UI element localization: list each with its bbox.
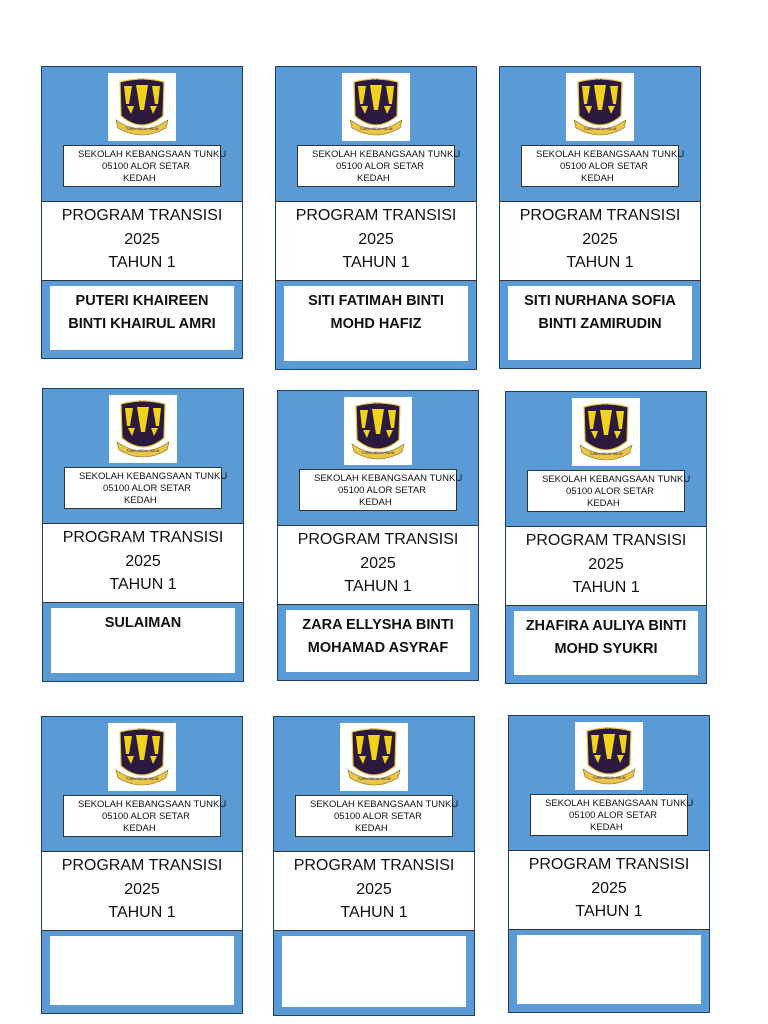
program-year: 2025 [591,879,627,897]
student-name: ZARA ELLYSHA BINTI MOHAMAD ASYRAF [302,617,454,656]
svg-text:TUNKU ABDUL HALIM: TUNKU ABDUL HALIM [589,452,623,456]
school-address-box [530,794,694,836]
program-class: TAHUN 1 [342,254,410,271]
svg-text:S.K.: S.K. [595,77,605,83]
school-address-box [63,795,227,837]
program-title: PROGRAM TRANSISI [293,857,455,874]
program-year: 2025 [588,555,624,573]
program-title: PROGRAM TRANSISI [61,207,223,224]
school-postcode-city: 05100 ALOR SETAR [566,486,655,497]
school-crest-icon [576,401,636,463]
school-crest-icon [112,76,172,138]
school-address-box [299,469,463,511]
school-name: SEKOLAH KEBANGSAAN TUNKU [310,799,459,810]
program-title: PROGRAM TRANSISI [297,531,459,548]
svg-text:TUNKU ABDUL HALIM: TUNKU ABDUL HALIM [125,127,159,131]
school-name: SEKOLAH KEBANGSAAN TUNKU [312,149,461,160]
program-class: TAHUN 1 [108,254,176,271]
school-name: SEKOLAH KEBANGSAAN TUNKU [545,798,694,809]
school-address-box [295,795,459,837]
name-tag-card [277,390,479,681]
school-name: SEKOLAH KEBANGSAAN TUNKU [78,799,227,810]
school-state: KEDAH [123,823,156,834]
svg-text:TUNKU ABDUL HALIM: TUNKU ABDUL HALIM [126,449,160,453]
name-tag-card [505,391,707,684]
school-logo [108,73,176,141]
school-postcode-city: 05100 ALOR SETAR [103,483,192,494]
svg-text:S.K.: S.K. [137,77,147,83]
student-name-box [517,935,701,1004]
school-crest-icon [346,76,406,138]
program-class: TAHUN 1 [108,904,176,921]
student-name-box [50,936,234,1005]
school-crest-icon [348,400,408,462]
student-name-box [282,936,466,1007]
program-class: TAHUN 1 [109,576,177,593]
student-name-box [508,286,692,360]
svg-text:TUNKU ABDUL HALIM: TUNKU ABDUL HALIM [359,127,393,131]
svg-text:S.K.: S.K. [373,401,383,407]
program-class: TAHUN 1 [340,904,408,921]
program-year: 2025 [125,552,161,570]
school-name: SEKOLAH KEBANGSAAN TUNKU [542,474,691,485]
school-postcode-city: 05100 ALOR SETAR [560,161,649,172]
svg-text:TUNKU ABDUL HALIM: TUNKU ABDUL HALIM [361,451,395,455]
school-address-box [63,145,227,187]
program-title: PROGRAM TRANSISI [525,532,687,549]
svg-text:S.K.: S.K. [138,399,148,405]
svg-text:S.K.: S.K. [604,726,614,732]
program-year: 2025 [124,230,160,248]
svg-text:S.K.: S.K. [369,727,379,733]
program-year: 2025 [582,230,618,248]
school-address-box [64,467,228,509]
program-box [500,201,700,281]
program-box [43,523,243,603]
name-tag-card [275,66,477,370]
student-name: SITI NURHANA SOFIA BINTI ZAMIRUDIN [524,293,676,332]
name-tag-card [41,716,243,1014]
svg-text:S.K.: S.K. [601,402,611,408]
school-logo [572,398,640,466]
program-box [276,201,476,281]
student-name-box [286,610,470,672]
school-logo [342,73,410,141]
school-crest-icon [112,726,172,788]
svg-text:TUNKU ABDUL HALIM: TUNKU ABDUL HALIM [592,776,626,780]
school-postcode-city: 05100 ALOR SETAR [336,161,425,172]
school-state: KEDAH [581,173,614,184]
program-class: TAHUN 1 [572,579,640,596]
name-tag-card [41,66,243,359]
school-postcode-city: 05100 ALOR SETAR [569,810,658,821]
school-state: KEDAH [359,497,392,508]
student-name: SITI FATIMAH BINTI MOHD HAFIZ [308,293,444,332]
student-name: PUTERI KHAIREEN BINTI KHAIRUL AMRI [68,293,216,332]
school-address-box [527,470,691,512]
school-name: SEKOLAH KEBANGSAAN TUNKU [536,149,685,160]
program-box [278,525,478,605]
student-name-box [51,608,235,673]
school-name: SEKOLAH KEBANGSAAN TUNKU [78,149,227,160]
program-box [42,851,242,931]
name-tag-card [42,388,244,682]
program-title: PROGRAM TRANSISI [62,529,224,546]
school-logo [340,723,408,791]
name-tag-card [499,66,701,369]
school-logo [108,723,176,791]
school-address-box [521,145,685,187]
svg-text:TUNKU ABDUL HALIM: TUNKU ABDUL HALIM [357,777,391,781]
school-state: KEDAH [590,822,623,833]
school-state: KEDAH [124,495,157,506]
program-box [42,201,242,281]
school-postcode-city: 05100 ALOR SETAR [102,161,191,172]
school-crest-icon [344,726,404,788]
school-crest-icon [113,398,173,460]
school-postcode-city: 05100 ALOR SETAR [338,485,427,496]
student-name: SULAIMAN [104,615,182,631]
name-tag-card [273,716,475,1016]
school-postcode-city: 05100 ALOR SETAR [334,811,423,822]
school-state: KEDAH [123,173,156,184]
program-class: TAHUN 1 [344,578,412,595]
school-name: SEKOLAH KEBANGSAAN TUNKU [79,471,228,482]
school-postcode-city: 05100 ALOR SETAR [102,811,191,822]
program-title: PROGRAM TRANSISI [61,857,223,874]
school-logo [344,397,412,465]
school-crest-icon [579,725,639,787]
program-box [506,526,706,606]
student-name-box [50,286,234,350]
school-crest-icon [570,76,630,138]
svg-text:TUNKU ABDUL HALIM: TUNKU ABDUL HALIM [583,127,617,131]
school-address-box [297,145,461,187]
program-title: PROGRAM TRANSISI [528,856,690,873]
program-title: PROGRAM TRANSISI [519,207,681,224]
program-year: 2025 [360,554,396,572]
program-year: 2025 [358,230,394,248]
student-name-box [514,611,698,675]
student-name: ZHAFIRA AULIYA BINTI MOHD SYUKRI [525,618,687,657]
school-logo [575,722,643,790]
svg-text:S.K.: S.K. [137,727,147,733]
name-tag-card [508,715,710,1013]
program-year: 2025 [356,880,392,898]
student-name-box [284,286,468,361]
school-state: KEDAH [357,173,390,184]
school-name: SEKOLAH KEBANGSAAN TUNKU [314,473,463,484]
school-state: KEDAH [355,823,388,834]
program-class: TAHUN 1 [575,903,643,920]
program-year: 2025 [124,880,160,898]
school-logo [109,395,177,463]
school-logo [566,73,634,141]
svg-text:S.K.: S.K. [371,77,381,83]
program-box [274,851,474,931]
school-state: KEDAH [587,498,620,509]
svg-text:TUNKU ABDUL HALIM: TUNKU ABDUL HALIM [125,777,159,781]
program-title: PROGRAM TRANSISI [295,207,457,224]
program-box [509,850,709,930]
program-class: TAHUN 1 [566,254,634,271]
